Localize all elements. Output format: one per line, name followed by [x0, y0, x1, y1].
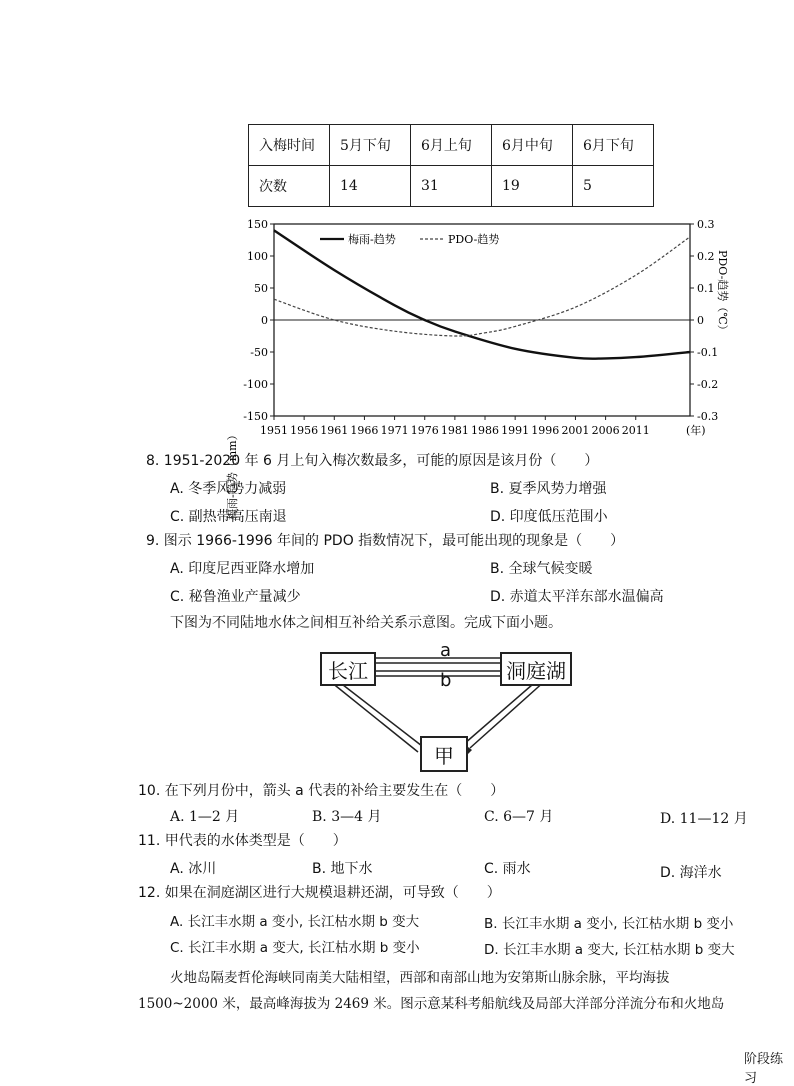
- y-left-tick-label: -50: [250, 346, 268, 359]
- question-9-option-c[interactable]: C. 秘鲁渔业产量减少: [170, 589, 301, 605]
- plum-rain-table: [248, 124, 654, 207]
- footer-tag: 阶段练习: [744, 1052, 784, 1086]
- question-12-option-d[interactable]: D. 长江丰水期 a 变大, 长江枯水期 b 变大: [484, 942, 735, 958]
- table-cell: 31: [411, 166, 492, 207]
- question-8-option-d[interactable]: D. 印度低压范围小: [490, 509, 608, 525]
- table-cell: 5: [573, 166, 654, 207]
- node-jia: 甲: [420, 736, 468, 772]
- y-left-tick-label: 0: [261, 314, 268, 327]
- table-cell: 入梅时间: [249, 125, 330, 166]
- arrow-b-label: b: [440, 670, 452, 691]
- x-tick-label: 1966: [350, 424, 379, 437]
- right-diagonal-outer: [470, 680, 546, 748]
- left-diagonal-inner: [334, 678, 422, 746]
- question-10-option-d[interactable]: D. 11—12 月: [660, 811, 748, 827]
- y-axis-label-left: 梅雨-趋势（mm）: [226, 429, 239, 520]
- section-intro-line-1: 火地岛隔麦哲伦海峡同南美大陆相望，西部和南部山地为安第斯山脉余脉，平均海拔: [170, 970, 670, 986]
- table-cell: 6月中旬: [492, 125, 573, 166]
- legend-label-plum: 梅雨-趋势: [348, 233, 396, 246]
- y-left-tick-label: 50: [254, 282, 268, 295]
- question-10-option-b[interactable]: B. 3—4 月: [312, 809, 382, 825]
- question-9-stem: 9. 图示 1966-1996 年间的 PDO 指数情况下，最可能出现的现象是（ ）: [146, 533, 625, 549]
- x-tick-label: 1981: [440, 424, 469, 437]
- y-left-tick-label: -100: [243, 378, 268, 391]
- y-right-tick-label: -0.2: [697, 378, 719, 391]
- x-tick-label: 1996: [531, 424, 560, 437]
- right-diagonal-inner: [464, 678, 540, 744]
- question-8-stem: 8. 1951-2020 年 6 月上旬入梅次数最多，可能的原因是该月份（ ）: [146, 453, 599, 469]
- question-11-option-a[interactable]: A. 冰川: [170, 861, 217, 877]
- legend-label-pdo: PDO-趋势: [448, 233, 500, 246]
- question-11-option-b[interactable]: B. 地下水: [312, 861, 373, 877]
- y-right-tick-label: -0.1: [697, 346, 719, 359]
- x-tick-label: 2006: [591, 424, 620, 437]
- y-right-tick-label: -0.3: [697, 410, 719, 423]
- question-11-stem: 11. 甲代表的水体类型是（ ）: [138, 833, 347, 849]
- x-tick-label: 2011: [621, 424, 650, 437]
- x-tick-label: 1956: [290, 424, 319, 437]
- question-12-option-c[interactable]: C. 长江丰水期 a 变大, 长江枯水期 b 变小: [170, 940, 420, 956]
- diagram-intro: 下图为不同陆地水体之间相互补给关系示意图。完成下面小题。: [170, 615, 562, 631]
- x-tick-label: 1976: [410, 424, 439, 437]
- question-9-option-b[interactable]: B. 全球气候变暖: [490, 561, 593, 577]
- x-tick-label: 1991: [501, 424, 530, 437]
- question-11-option-d[interactable]: D. 海洋水: [660, 865, 722, 881]
- x-tick-label: 1971: [380, 424, 409, 437]
- left-diagonal-outer: [326, 678, 418, 752]
- question-8-option-c[interactable]: C. 副热带高压南退: [170, 509, 287, 525]
- question-12-option-a[interactable]: A. 长江丰水期 a 变小, 长江枯水期 b 变大: [170, 914, 420, 930]
- node-dongting-lake: 洞庭湖: [500, 652, 572, 686]
- table-cell: 次数: [249, 166, 330, 207]
- x-tick-label: 2001: [561, 424, 590, 437]
- question-10-option-c[interactable]: C. 6—7 月: [484, 809, 554, 825]
- question-10-stem: 10. 在下列月份中，箭头 a 代表的补给主要发生在（ ）: [138, 783, 505, 799]
- question-12-option-b[interactable]: B. 长江丰水期 a 变小, 长江枯水期 b 变小: [484, 916, 734, 932]
- question-9-option-a[interactable]: A. 印度尼西亚降水增加: [170, 561, 315, 577]
- y-left-tick-label: 100: [247, 250, 268, 263]
- x-tick-label: 1951: [260, 424, 288, 437]
- table-cell: 14: [330, 166, 411, 207]
- x-tick-label: 1961: [320, 424, 349, 437]
- table-cell: 5月下旬: [330, 125, 411, 166]
- node-yangtze: 长江: [320, 652, 376, 686]
- arrow-a-label: a: [440, 640, 452, 661]
- question-9-option-d[interactable]: D. 赤道太平洋东部水温偏高: [490, 589, 664, 605]
- x-tick-label: 1986: [471, 424, 500, 437]
- y-right-tick-label: 0.2: [697, 250, 715, 263]
- y-right-tick-label: 0.3: [697, 218, 715, 231]
- question-8-option-a[interactable]: A. 冬季风势力减弱: [170, 481, 287, 497]
- y-left-tick-label: -150: [243, 410, 268, 423]
- plum-rain-trend-line: [274, 230, 690, 358]
- x-axis-unit: (年): [686, 424, 706, 437]
- table-cell: 6月下旬: [573, 125, 654, 166]
- question-12-stem: 12. 如果在洞庭湖区进行大规模退耕还湖，可导致（ ）: [138, 885, 501, 901]
- table-row: [249, 166, 654, 207]
- question-8-option-b[interactable]: B. 夏季风势力增强: [490, 481, 607, 497]
- table-cell: 19: [492, 166, 573, 207]
- y-left-tick-label: 150: [247, 218, 268, 231]
- y-right-tick-label: 0.1: [697, 282, 715, 295]
- y-right-tick-label: 0: [697, 314, 704, 327]
- section-intro-line-2: 1500~2000 米，最高峰海拔为 2469 米。图示意某科考船航线及局部大洋部分洋流分布和火地岛: [138, 996, 725, 1012]
- table-cell: 6月上旬: [411, 125, 492, 166]
- pdo-trend-line: [274, 237, 690, 336]
- y-axis-label-right: PDO-趋势（℃）: [716, 250, 729, 336]
- table-header-row: [249, 125, 654, 166]
- question-11-option-c[interactable]: C. 雨水: [484, 861, 531, 877]
- question-10-option-a[interactable]: A. 1—2 月: [170, 809, 240, 825]
